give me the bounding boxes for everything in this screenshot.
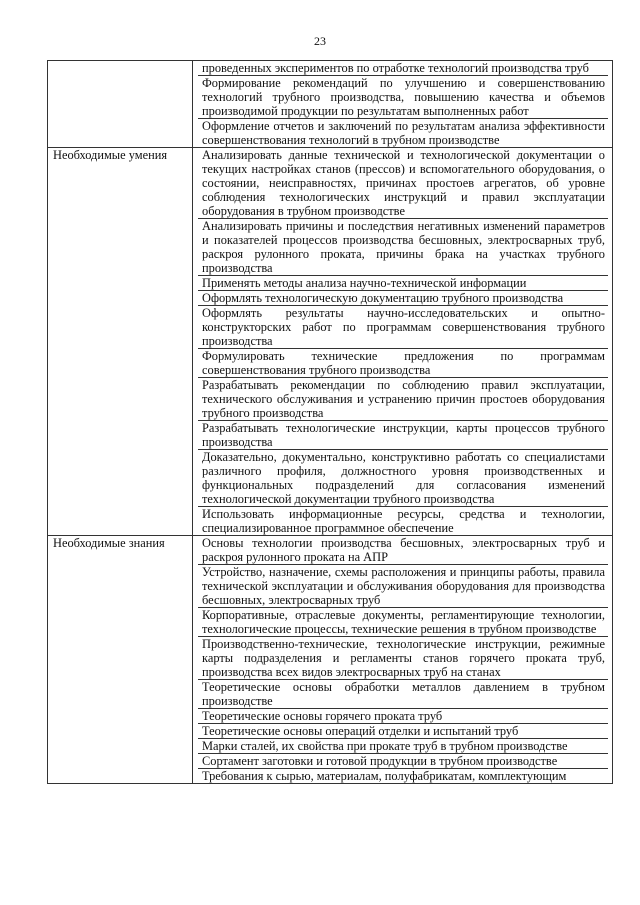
list-item: Теоретические основы обработки металлов давлением в трубном производстве	[198, 679, 608, 708]
list-item: Анализировать причины и последствия негативных изменений параметров и показателей процессов производства бесшовных, электросварных труб, раскроя рулонного проката, причины брака на участках трубного производства	[198, 218, 608, 275]
list-item: Теоретические основы операций отделки и испытаний труб	[198, 723, 608, 738]
list-item: Формирование рекомендаций по улучшению и совершенствованию технологий трубного производства, повышению качества и объемов производимой продукции по результатам выполненных работ	[198, 75, 608, 118]
row-content	[193, 536, 613, 784]
list-item: Марки сталей, их свойства при прокате труб в трубном производстве	[198, 738, 608, 753]
list-item: Оформление отчетов и заключений по результатам анализа эффективности совершенствования технологий в трубном производстве	[198, 118, 608, 147]
list-item: Доказательно, документально, конструктивно работать со специалистами различного профиля, должностного уровня производственных и функциональных подразделений для согласования изменений технологической документации трубного производства	[198, 449, 608, 506]
row-content	[193, 148, 613, 536]
list-item: Оформлять технологическую документацию трубного производства	[198, 290, 608, 305]
list-item: проведенных экспериментов по отработке технологий производства труб	[202, 61, 589, 75]
list-item: Формулировать технические предложения по программам совершенствования трубного производства	[198, 348, 608, 377]
row-content	[193, 61, 613, 148]
list-item: Анализировать данные технической и технологической документации о текущих настройках станов (прессов) и вспомогательного оборудования, о состоянии, неисправностях, причинах простоев агрегатов, об уровне соблюдения технологических инструкций и правил эксплуатации оборудования в трубном производстве	[202, 148, 605, 218]
list-item: Производственно-технические, технологические инструкции, режимные карты подразделения и регламенты станов горячего проката труб, производства всех видов электросварных труб на станах	[198, 636, 608, 679]
table-row	[48, 148, 613, 536]
list-item: Корпоративные, отраслевые документы, регламентирующие технологии, технологические процессы, технические решения в трубном производстве	[198, 607, 608, 636]
list-item: Применять методы анализа научно-технической информации	[198, 275, 608, 290]
page-number: 23	[314, 34, 326, 48]
list-item: Разрабатывать рекомендации по соблюдению правил эксплуатации, технического обслуживания и устранению причин простоев оборудования трубного производства	[198, 377, 608, 420]
list-item: Требования к сырью, материалам, полуфабрикатам, комплектующим	[198, 768, 608, 783]
list-item: Сортамент заготовки и готовой продукции в трубном производстве	[198, 753, 608, 768]
list-item: Устройство, назначение, схемы расположения и принципы работы, правила технической эксплуатации и обслуживания оборудования для производства бесшовных, электросварных труб	[198, 564, 608, 607]
list-item: Теоретические основы горячего проката труб	[198, 708, 608, 723]
row-label	[48, 61, 193, 148]
table-row	[48, 536, 613, 784]
table-row	[48, 61, 613, 148]
list-item: Разрабатывать технологические инструкции, карты процессов трубного производства	[198, 420, 608, 449]
list-item: Основы технологии производства бесшовных, электросварных труб и раскроя рулонного проката на АПР	[202, 536, 605, 564]
competency-table	[47, 60, 613, 784]
row-label-knowledge: Необходимые знания	[48, 536, 193, 784]
row-label-skills: Необходимые умения	[48, 148, 193, 536]
list-item: Оформлять результаты научно-исследовательских и опытно-конструкторских работ по программам совершенствования трубного производства	[198, 305, 608, 348]
list-item: Использовать информационные ресурсы, средства и технологии, специализированное программное обеспечение	[198, 506, 608, 535]
